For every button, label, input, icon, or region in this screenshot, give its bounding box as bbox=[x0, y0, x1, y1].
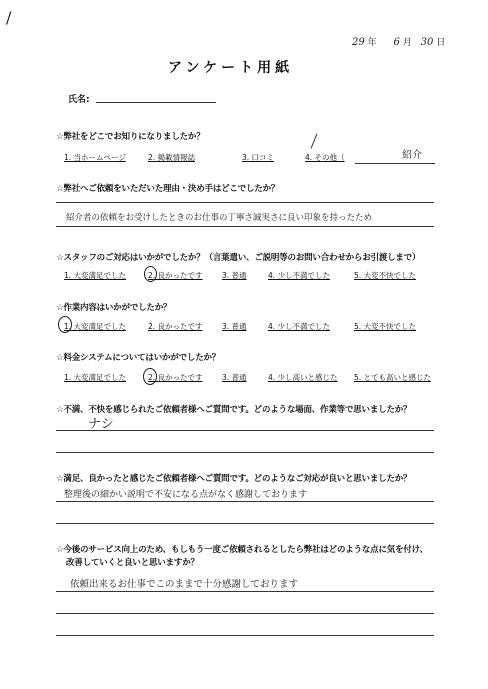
q5-option-3[interactable]: 3. 普通 bbox=[222, 373, 247, 382]
q3-question: ☆スタッフのご対応はいかがでしたか？（言葉遣い、ご説明等のお問い合わせからお引渡しまで） bbox=[56, 253, 421, 263]
q8-line-1 bbox=[56, 591, 434, 592]
q5-option-1[interactable]: 1. 大変満足でした bbox=[64, 373, 127, 382]
date-day-value: 30 bbox=[420, 37, 434, 48]
q8-line-2 bbox=[56, 613, 434, 614]
q2-line-bottom bbox=[56, 226, 434, 227]
q3-option-3[interactable]: 3. 普通 bbox=[222, 271, 247, 280]
q7-answer: 整理後の細かい説明で不安になる点がなく感謝しております bbox=[64, 490, 308, 500]
q3-option-4[interactable]: 4. 少し不満でした bbox=[268, 271, 331, 280]
q3-option-5[interactable]: 5. 大変不快でした bbox=[354, 271, 417, 280]
date-year-value: 29 bbox=[352, 37, 365, 48]
q7-line-1 bbox=[56, 501, 434, 502]
q4-option-2[interactable]: 2. 良かったです bbox=[148, 322, 203, 331]
q1-option-2[interactable]: 2. 掲載情報誌 bbox=[148, 153, 196, 162]
q2-question: ☆弊社へご依頼をいただいた理由・決め手はどこでしたか？ bbox=[56, 184, 280, 194]
q4-option-5[interactable]: 5. 大変不快でした bbox=[354, 322, 417, 331]
q1-checkmark bbox=[311, 133, 318, 148]
corner-mark: / bbox=[6, 8, 12, 27]
q7-question: ☆満足、良かったと感じたご依頼者様へご質問です。どのようなご対応が良いと思いましたか？ bbox=[56, 474, 412, 484]
q4-selected-circle bbox=[58, 316, 72, 333]
q1-option-4[interactable]: 4. その他（ bbox=[305, 153, 345, 162]
q6-line-1 bbox=[56, 430, 434, 431]
page-title: アンケート用紙 bbox=[168, 60, 294, 76]
q5-selected-circle bbox=[143, 368, 157, 385]
date-day-label: 日 bbox=[436, 38, 446, 48]
q4-option-3[interactable]: 3. 普通 bbox=[222, 322, 247, 331]
q8-line-3 bbox=[56, 635, 434, 636]
q4-option-4[interactable]: 4. 少し不満でした bbox=[268, 322, 331, 331]
q8-question-line2: 改善していくと良いと思いますか？ bbox=[66, 558, 199, 568]
q1-option-1[interactable]: 1. 当ホームページ bbox=[64, 153, 126, 162]
q7-line-2 bbox=[56, 523, 434, 524]
q2-line-top bbox=[56, 202, 434, 203]
q5-question: ☆料金システムについてはいかがでしたか？ bbox=[56, 353, 221, 363]
q3-selected-circle bbox=[144, 266, 157, 282]
q1-option-3[interactable]: 3. 口コミ bbox=[242, 153, 275, 162]
name-field-line[interactable] bbox=[96, 102, 216, 103]
q5-option-2[interactable]: 2. 良かったです bbox=[148, 373, 203, 382]
q4-question: ☆作業内容はいかがでしたか？ bbox=[56, 303, 172, 313]
q4-option-1[interactable]: 1. 大変満足でした bbox=[64, 322, 127, 331]
q5-option-5[interactable]: 5. とても高いと感じた bbox=[354, 373, 432, 382]
q6-question: ☆不満、不快を感じられたご依頼者様へご質問です。どのような場面、作業等で思いましたか？ bbox=[56, 405, 412, 415]
q6-line-2 bbox=[56, 452, 434, 453]
q1-question: ☆弊社をどこでお知りになりましたか？ bbox=[56, 132, 205, 142]
q5-option-4[interactable]: 4. 少し高いと感じた bbox=[268, 373, 338, 382]
name-label: 氏名: bbox=[68, 95, 90, 105]
q1-other-line bbox=[355, 163, 435, 164]
q1-other-answer: 紹介 bbox=[402, 150, 422, 161]
date-block bbox=[352, 35, 445, 48]
q6-answer: ナシ bbox=[88, 417, 114, 432]
date-month-label: 月 bbox=[402, 38, 412, 48]
q2-answer: 紹介者の依頼をお受けしたときのお仕事の丁寧さ誠実さに良い印象を持ったため bbox=[66, 213, 373, 223]
q8-question-line1: ☆今後のサービス向上のため、もしもう一度ご依頼されるとしたら弊社はどのような点に気を付け、 bbox=[56, 545, 428, 555]
date-month-value: 6 bbox=[393, 37, 400, 48]
q3-option-2[interactable]: 2. 良かったです bbox=[148, 271, 203, 280]
q3-option-1[interactable]: 1. 大変満足でした bbox=[64, 271, 127, 280]
q8-answer: 依頼出来るお仕事でこのままで十分感謝しております bbox=[70, 579, 299, 590]
date-year-label: 年 bbox=[367, 38, 377, 48]
